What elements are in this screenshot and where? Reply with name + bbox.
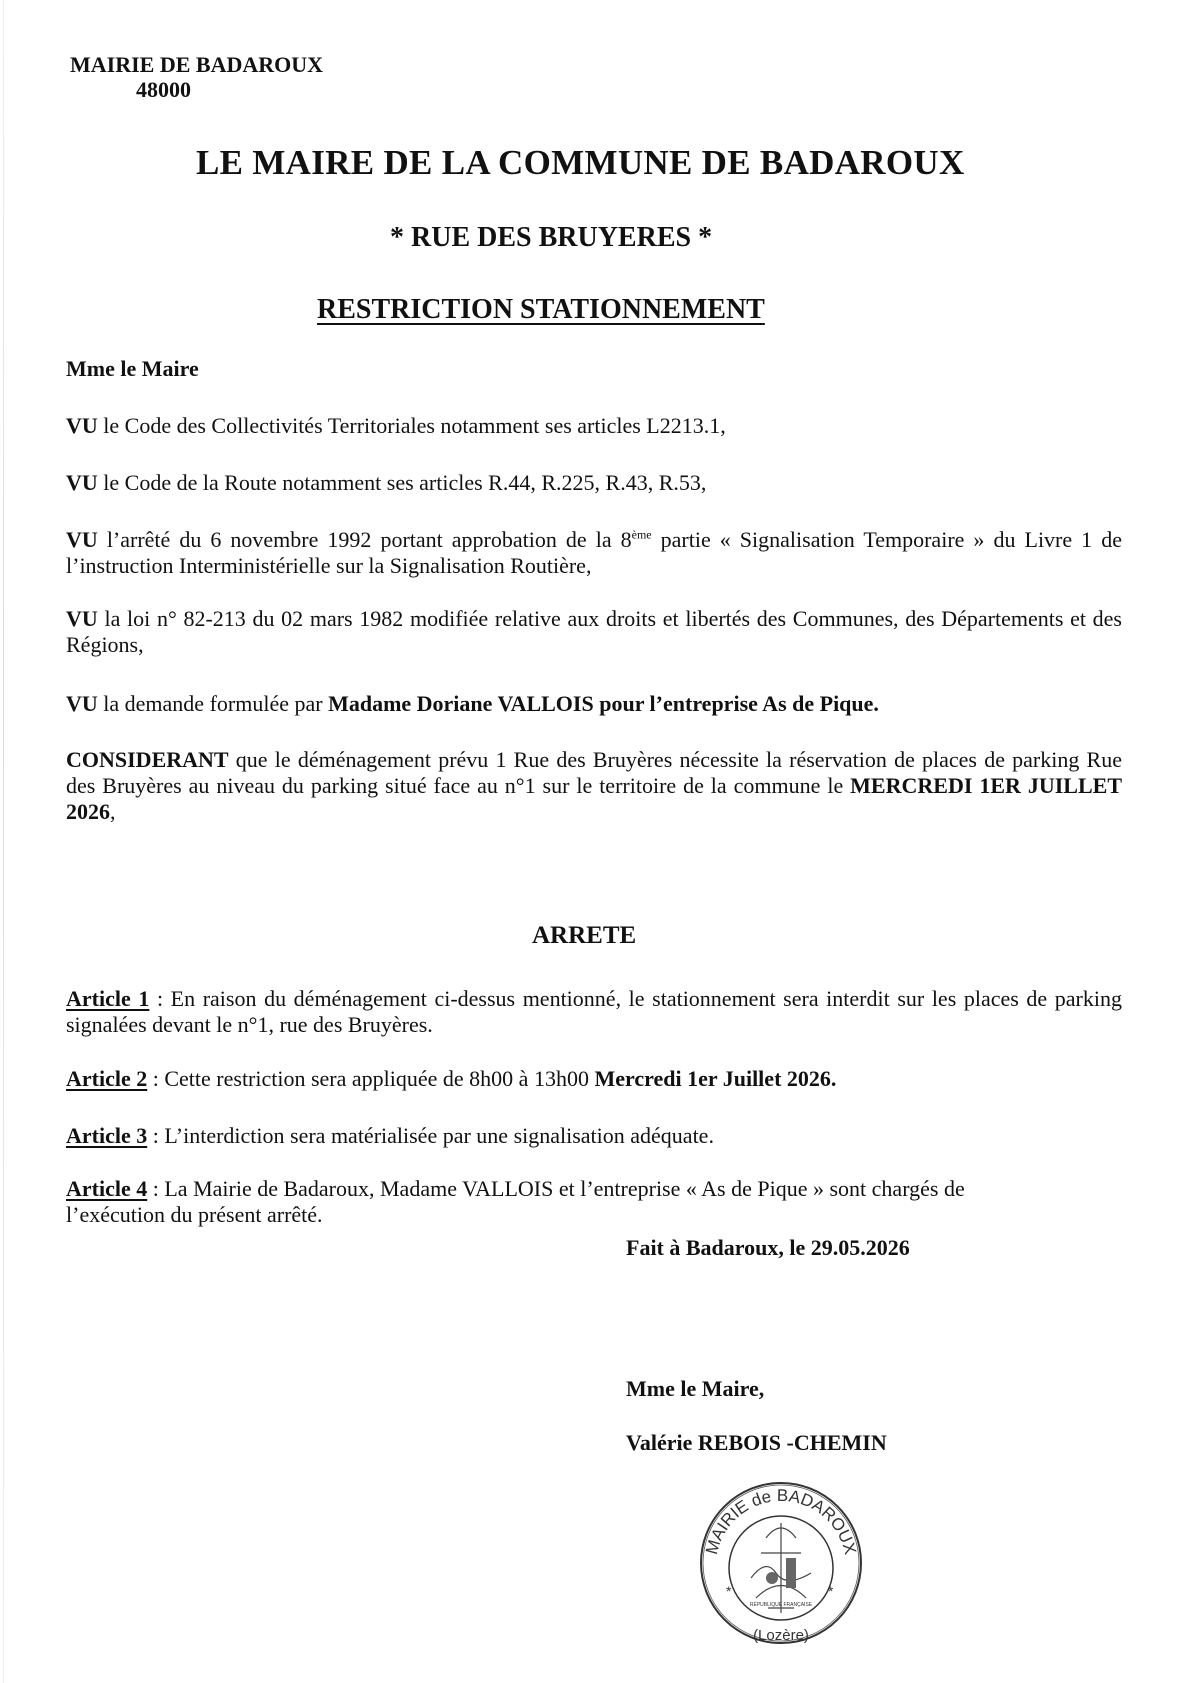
article-label: Article 2 [66, 1066, 148, 1091]
article-sep: : [147, 1176, 165, 1201]
vu-text: le Code des Collectivités Territoriales notamment ses articles L2213.1, [97, 413, 726, 438]
vu-paragraph-2 [66, 470, 1122, 496]
vu-lead: VU [66, 606, 98, 631]
superscript: ème [631, 527, 652, 542]
vu-paragraph-3 [66, 527, 1122, 579]
main-title: LE MAIRE DE LA COMMUNE DE BADAROUX [196, 143, 965, 182]
article-text: La Mairie de Badaroux, Madame VALLOIS et l’entreprise « As de Pique » sont chargés de l’exécution du présent arrêté. [66, 1176, 965, 1227]
considerant-text: que le déménagement prévu 1 Rue des Bruyères nécessite la réservation de places de parking Rue des Bruyères au niveau du parking situé face au n°1 sur le territoire de la commune le [66, 747, 1122, 798]
vu-paragraph-1 [66, 413, 1122, 439]
article-text: L’interdiction sera matérialisée par une signalisation adéquate. [164, 1123, 714, 1148]
mairie-name: MAIRIE DE BADAROUX [70, 52, 324, 77]
vu-lead: VU [66, 470, 98, 495]
vu-text: la loi n° 82-213 du 02 mars 1982 modifiée relative aux droits et libertés des Communes, des Départements et des Régions, [66, 606, 1122, 657]
considerant-tail: , [110, 799, 116, 824]
subject-title: RESTRICTION STATIONNEMENT [317, 294, 765, 325]
stamp-seal-icon [696, 1478, 866, 1648]
vu-text: la demande formulée par [97, 691, 329, 716]
svg-text:*: * [828, 1583, 834, 1599]
stamp-bottom-text: (Lozère) [753, 1627, 809, 1644]
vu-lead: VU [66, 413, 98, 438]
signatory-title: Mme le Maire, [626, 1376, 765, 1401]
article-3 [66, 1123, 1122, 1149]
arrete-heading: ARRETE [532, 922, 637, 949]
postal-code: 48000 [136, 77, 191, 102]
article-label: Article 4 [66, 1176, 148, 1201]
article-text: Cette restriction sera appliquée de 8h00 à 13h00 [164, 1066, 595, 1091]
vu-text-cont: partie « Signalisation Temporaire » du Livre 1 de l’instruction Interministérielle sur la Signalisation Routière, [66, 527, 1122, 578]
article-label: Article 1 [66, 986, 150, 1011]
considerant-date: MERCREDI 1ER JUILLET 2026 [66, 773, 1122, 824]
street-title: * RUE DES BRUYERES * [390, 222, 713, 253]
requester-name: Madame Doriane VALLOIS pour l’entreprise As de Pique. [328, 691, 879, 716]
considerant-lead: CONSIDERANT [66, 747, 229, 772]
considerant-paragraph [66, 747, 1122, 825]
article-4 [66, 1176, 1056, 1228]
article-sep: : [147, 1066, 165, 1091]
article-1 [66, 986, 1122, 1038]
mairie-stamp [696, 1478, 866, 1648]
signatory-name: Valérie REBOIS -CHEMIN [626, 1430, 887, 1455]
svg-text:*: * [726, 1583, 732, 1599]
article-sep: : [147, 1123, 165, 1148]
place-date: Fait à Badaroux, le 29.05.2026 [626, 1235, 910, 1260]
article-2 [66, 1066, 1122, 1092]
vu-paragraph-5 [66, 691, 1122, 717]
article-text: En raison du déménagement ci-dessus mentionné, le stationnement sera interdit sur les places de parking signalées devant le n°1, rue des Bruyères. [66, 986, 1122, 1037]
stamp-top-text: MAIRIE de BADAROUX [702, 1485, 860, 1557]
vu-paragraph-4 [66, 606, 1122, 658]
vu-lead: VU [66, 527, 98, 552]
article-sep: : [149, 986, 171, 1011]
vu-text: le Code de la Route notamment ses articles R.44, R.225, R.43, R.53, [97, 470, 707, 495]
article-date: Mercredi 1er Juillet 2026. [594, 1066, 837, 1091]
authority: Mme le Maire [66, 356, 199, 381]
scan-edge [3, 0, 4, 1683]
vu-text: l’arrêté du 6 novembre 1992 portant approbation de la 8 [97, 527, 632, 552]
vu-lead: VU [66, 691, 98, 716]
stamp-inner-text: RÉPUBLIQUE FRANÇAISE [749, 1602, 813, 1608]
article-label: Article 3 [66, 1123, 148, 1148]
